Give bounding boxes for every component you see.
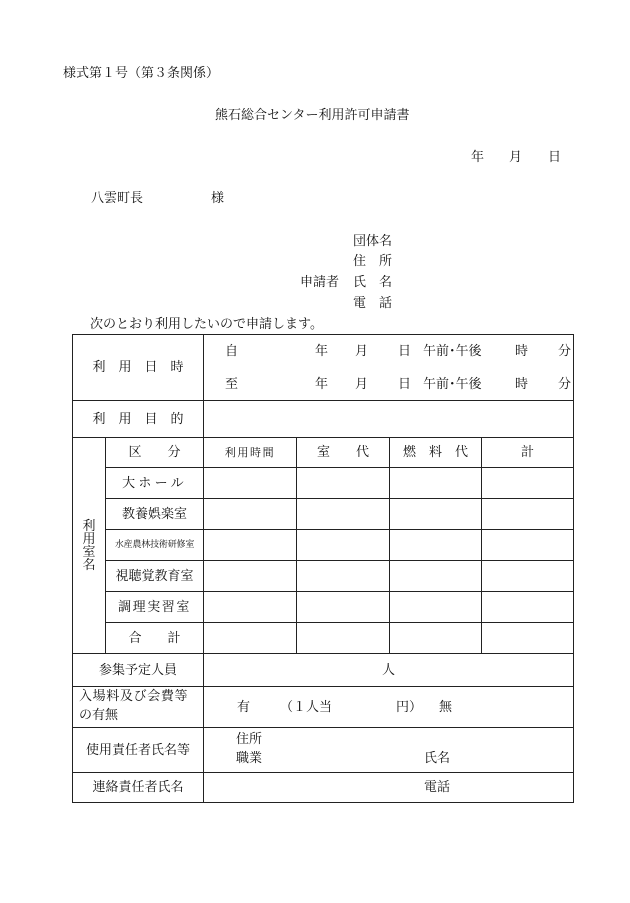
datetime-label: 利 用 日 時: [73, 335, 204, 401]
applicant-phone-label: 電 話: [353, 296, 393, 311]
room-fee-cell[interactable]: [297, 530, 390, 561]
room-header-row: [73, 438, 574, 468]
room-fee-cell[interactable]: [297, 468, 390, 499]
purpose-row: [73, 401, 574, 438]
room-time-cell[interactable]: [204, 530, 297, 561]
room-name: 調理実習室: [106, 592, 204, 623]
manager-label: 使用責任者氏名等: [73, 728, 204, 773]
datetime-to-field[interactable]: 至 年 月 日 午前･午後 時 分: [204, 368, 574, 401]
room-row: [73, 499, 574, 530]
col-total: 計: [482, 438, 574, 468]
room-total-cell[interactable]: [482, 530, 574, 561]
rooms-label: 利 用 室 名: [73, 438, 106, 654]
room-fee-cell[interactable]: [297, 592, 390, 623]
room-fuel-cell[interactable]: [390, 561, 482, 592]
room-fuel-cell[interactable]: [390, 468, 482, 499]
room-time-cell[interactable]: [204, 561, 297, 592]
date-day-label: 日: [548, 150, 562, 165]
date-year-label: 年: [471, 150, 485, 165]
col-division: 区 分: [106, 438, 204, 468]
room-name: 教養娯楽室: [106, 499, 204, 530]
col-usage-time: 利用時間: [204, 438, 297, 468]
col-fuel-fee: 燃 料 代: [390, 438, 482, 468]
room-total-row: [73, 623, 574, 654]
manager-field[interactable]: 住所 職業 氏名: [204, 728, 574, 773]
room-name: 水産農林技術研修室: [106, 530, 204, 561]
room-total-cell[interactable]: [482, 592, 574, 623]
room-total-label: 合 計: [106, 623, 204, 654]
contact-label: 連絡責任者氏名: [73, 773, 204, 803]
attendees-row: [73, 654, 574, 687]
fee-field[interactable]: 有 （１人当 円） 無: [204, 687, 574, 728]
fee-label: 入場料及び会費等 の有無: [73, 687, 204, 728]
room-name: 大ホール: [106, 468, 204, 499]
room-total-cell[interactable]: [482, 499, 574, 530]
room-total-cell[interactable]: [482, 623, 574, 654]
applicant-group-label: 団体名: [353, 234, 393, 249]
room-row: [73, 561, 574, 592]
room-row: [73, 530, 574, 561]
applicant-address-label: 住 所: [353, 254, 393, 269]
room-fee-cell[interactable]: [297, 499, 390, 530]
application-table: [72, 334, 574, 803]
room-row: [73, 468, 574, 499]
room-fee-cell[interactable]: [297, 623, 390, 654]
applicant-label: 申請者: [300, 275, 340, 290]
room-time-cell[interactable]: [204, 592, 297, 623]
room-fuel-cell[interactable]: [390, 530, 482, 561]
room-time-cell[interactable]: [204, 468, 297, 499]
purpose-field[interactable]: [204, 401, 574, 438]
room-fee-cell[interactable]: [297, 561, 390, 592]
manager-row: [73, 728, 574, 773]
honorific: 様: [211, 191, 225, 206]
room-time-cell[interactable]: [204, 499, 297, 530]
applicant-name-label: 氏 名: [353, 275, 393, 290]
room-fuel-cell[interactable]: [390, 623, 482, 654]
purpose-label: 利 用 目 的: [73, 401, 204, 438]
datetime-row-from: [73, 335, 574, 368]
contact-field[interactable]: 電話: [204, 773, 574, 803]
intro-text: 次のとおり利用したいので申請します。: [90, 317, 323, 332]
date-month-label: 月: [509, 150, 523, 165]
room-total-cell[interactable]: [482, 468, 574, 499]
room-fuel-cell[interactable]: [390, 499, 482, 530]
datetime-from-field[interactable]: 自 年 月 日 午前･午後 時 分: [204, 335, 574, 368]
document-title: 熊石総合センター利用許可申請書: [215, 108, 410, 123]
col-room-fee: 室 代: [297, 438, 390, 468]
attendees-label: 参集予定人員: [73, 654, 204, 687]
room-name: 視聴覚教育室: [106, 561, 204, 592]
room-total-cell[interactable]: [482, 561, 574, 592]
fee-row: [73, 687, 574, 728]
attendees-field[interactable]: 人: [204, 654, 574, 687]
addressee: 八雲町長: [91, 191, 144, 206]
room-time-cell[interactable]: [204, 623, 297, 654]
room-row: [73, 592, 574, 623]
form-number: 様式第１号（第３条関係）: [63, 66, 220, 81]
contact-row: [73, 773, 574, 803]
room-fuel-cell[interactable]: [390, 592, 482, 623]
